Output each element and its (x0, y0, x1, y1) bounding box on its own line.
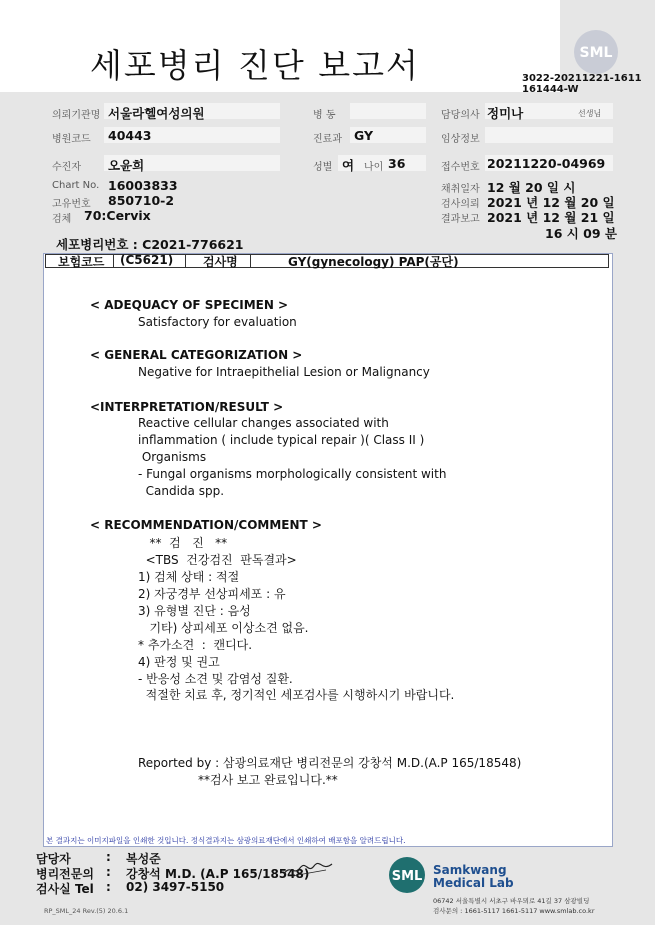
age-label: 나이 (364, 162, 384, 173)
doctor-label: 담당의사 (441, 110, 480, 121)
tel-label: 검사실 Tel (36, 882, 94, 896)
recommendation-line: 기타) 상피세포 이상소견 없음. (138, 621, 309, 635)
test-row-divider (113, 254, 114, 268)
institution-label: 의뢰기관명 (52, 110, 101, 121)
recommendation-line: 3) 유형별 진단 : 음성 (138, 604, 251, 618)
lab-name (433, 864, 514, 890)
test-row-divider (185, 254, 186, 268)
pathologist-colon: : (106, 865, 111, 879)
recommendation-line: 4) 판정 및 권고 (138, 655, 220, 669)
unique-label: 고유번호 (52, 199, 91, 210)
adequacy-text: Satisfactory for evaluation (138, 315, 297, 329)
hospital-code-label: 병원코드 (52, 134, 91, 145)
recommendation-line: - 반응성 소견 및 감염성 질환. (138, 672, 293, 686)
specimen-value: 70:Cervix (84, 208, 151, 223)
request-label: 검사의뢰 (441, 199, 480, 210)
staff-colon: : (106, 850, 111, 864)
test-name-label: 검사명 (203, 255, 238, 269)
interpretation-line: Candida spp. (138, 484, 225, 498)
tel-value: 02) 3497-5150 (126, 880, 225, 894)
lab-name-line-2: Medical Lab (433, 876, 514, 890)
sex-label: 성별 (313, 162, 333, 173)
specimen-label: 검체 (52, 214, 72, 225)
pathologist-label: 병리전문의 (36, 867, 94, 881)
recommendation-line: 2) 자궁경부 선상피세포 : 유 (138, 587, 286, 601)
form-code: RP_SML_24 Rev.(5) 20.6.1 (44, 907, 129, 915)
accession-value: 20211220-04969 (487, 156, 606, 171)
signature-icon (282, 860, 334, 880)
clinical-info-label: 임상정보 (441, 134, 480, 145)
unique-value: 850710-2 (108, 193, 175, 208)
accession-label: 접수번호 (441, 162, 480, 173)
insurance-value: (C5621) (120, 253, 174, 267)
report-id (522, 73, 642, 95)
recommendation-line: <TBS 건강검진 판독결과> (138, 553, 297, 567)
lab-name-line-1: Samkwang (433, 863, 507, 877)
recipient-label: 수진자 (52, 162, 81, 173)
recommendation-line: 1) 검체 상태 : 적절 (138, 570, 240, 584)
department-label: 진료과 (313, 134, 342, 145)
lab-address: 06742 서울특별시 서초구 바우뫼로 41길 37 삼광빌딩 (433, 897, 590, 905)
report-label: 결과보고 (441, 214, 480, 225)
chart-label: Chart No. (52, 180, 100, 191)
ward-field (350, 103, 426, 119)
tel-colon: : (106, 880, 111, 894)
report-complete: **검사 보고 완료입니다.** (198, 773, 338, 787)
ward-label: 병 동 (313, 110, 336, 121)
general-heading: < GENERAL CATEGORIZATION > (90, 348, 303, 362)
recommendation-line: ** 검 진 ** (138, 536, 228, 550)
chart-value: 16003833 (108, 178, 178, 193)
report-value: 2021 년 12 월 21 일 (487, 210, 615, 225)
test-name-value: GY(gynecology) PAP(공단) (288, 255, 459, 269)
interpretation-heading: <INTERPRETATION/RESULT > (90, 400, 284, 414)
footer-logo-text: SML (391, 869, 423, 884)
general-text: Negative for Intraepithelial Lesion or Malignancy (138, 365, 430, 379)
recommendation-line: * 추가소견 : 캔디다. (138, 638, 253, 652)
interpretation-line: - Fungal organisms morphologically consistent with (138, 467, 447, 481)
page-title: 세포병리 진단 보고서 (90, 46, 420, 85)
report-time: 16 시 09 분 (545, 226, 617, 241)
pathology-number: 세포병리번호 : C2021-776621 (56, 237, 244, 252)
print-notice: 본 결과지는 이미지파일을 인쇄한 것입니다. 정식결과지는 삼광의료재단에서 인쇄하여 배포함을 알려드립니다. (46, 836, 406, 845)
pathologist-value: 강창석 M.D. (A.P 165/18548) (126, 867, 310, 881)
staff-label: 담당자 (36, 852, 71, 866)
interpretation-line: Reactive cellular changes associated with (138, 416, 389, 430)
report-id-line-2: 161444-W (522, 84, 579, 95)
staff-value: 복성준 (126, 852, 161, 866)
interpretation-line: inflammation ( include typical repair )( Class II ) (138, 433, 425, 447)
reported-by: Reported by : 삼광의료재단 병리전문의 강창석 M.D.(A.P 165/18548) (138, 756, 522, 770)
test-row-divider (250, 254, 251, 268)
report-id-line-1: 3022-20211221-1611 (522, 73, 642, 84)
sml-logo-icon (572, 28, 620, 76)
hospital-code-value: 40443 (108, 128, 152, 143)
institution-value: 서울라헬여성의원 (108, 106, 205, 121)
doctor-value: 정미나 (487, 106, 524, 121)
age-value: 36 (388, 156, 406, 171)
collection-label: 채취일자 (441, 184, 480, 195)
clinical-info-field (485, 127, 613, 143)
lab-contact: 검사문의 : 1661-5117 1661-5117 www.smlab.co.kr (433, 907, 595, 915)
doctor-suffix: 선생님 (578, 109, 602, 118)
collection-value: 12 월 20 일 시 (487, 180, 576, 195)
insurance-label: 보험코드 (58, 255, 105, 269)
interpretation-line: Organisms (138, 450, 207, 464)
sex-value: 여 (342, 158, 355, 173)
request-value: 2021 년 12 월 20 일 (487, 195, 615, 210)
recommendation-heading: < RECOMMENDATION/COMMENT > (90, 518, 322, 532)
samkwang-logo-icon (384, 855, 430, 895)
adequacy-heading: < ADEQUACY OF SPECIMEN > (90, 298, 289, 312)
department-value: GY (354, 128, 374, 143)
recipient-value: 오윤희 (108, 158, 145, 173)
logo-text: SML (579, 45, 613, 61)
recommendation-line: 적절한 치료 후, 정기적인 세포검사를 시행하시기 바랍니다. (138, 688, 455, 702)
